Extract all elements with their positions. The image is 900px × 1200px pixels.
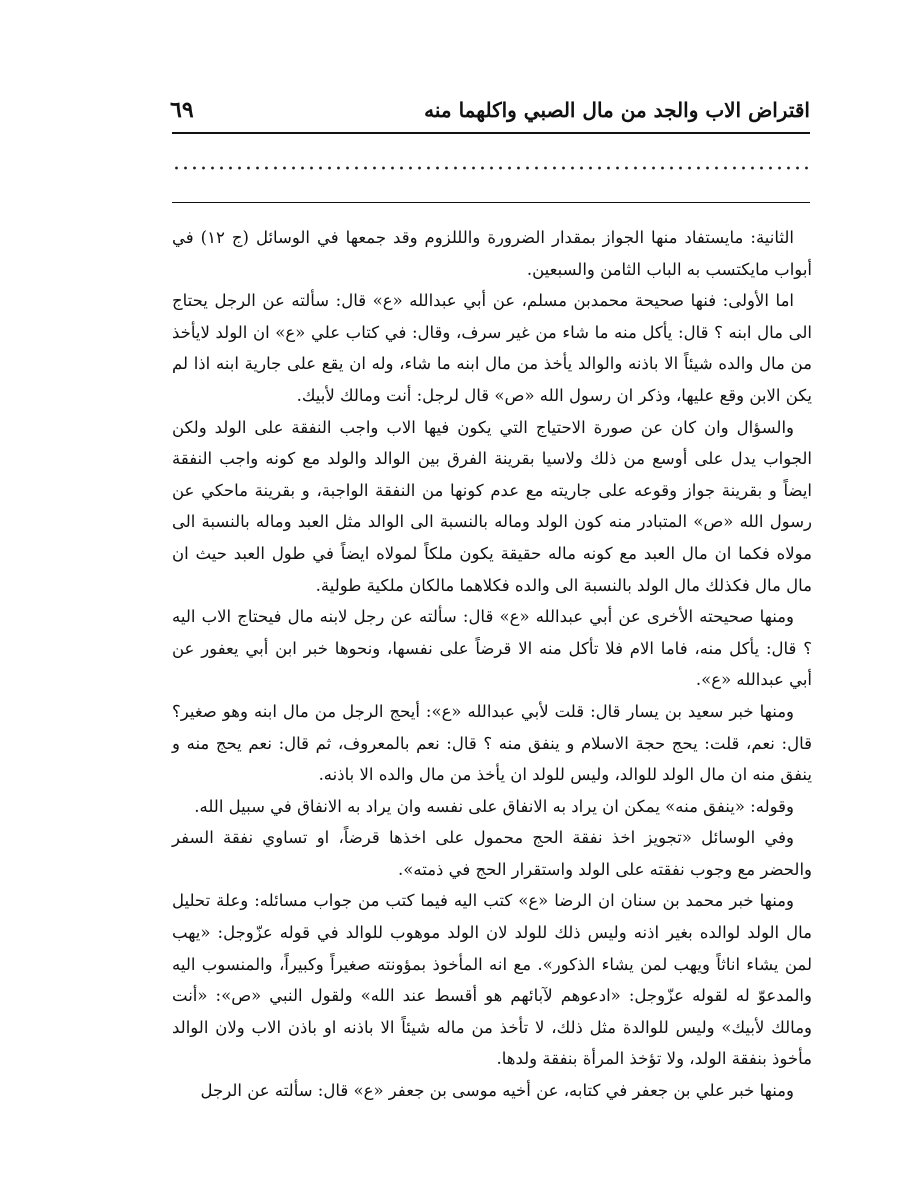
section-rule bbox=[172, 202, 810, 203]
paragraph-9: ومنها خبر علي بن جعفر في كتابه، عن أخيه موسى بن جعفر «ع» قال: سألته عن الرجل bbox=[200, 1081, 794, 1101]
paragraph-4: ومنها صحيحته الأخرى عن أبي عبدالله «ع» قال: سألته عن رجل لابنه مال فيحتاج الاب اليه ؟ قال: يأكل منه، فاما الام فلا تأكل منه الا قرضاً على نفسها، ونحوها خبر ابن أبي يعفور عن أبي عبدالله «ع». bbox=[172, 607, 812, 690]
paragraph-2: اما الأولى: فنها صحيحة محمدبن مسلم، عن أبي عبدالله «ع» قال: سألته عن الرجل يحتاج الى مال ابنه ؟ قال: يأكل منه ما شاء من غير سرف، وقال: في كتاب علي «ع» ان الولد لايأخذ من مال والده شيئاً الا باذنه والوالد يأخذ من مال ابنه ما شاء، وله ان يقع على جارية ابنه اذا لم يكن الابن وقع عليها، وذكر ان رسول الله «ص» قال لرجل: أنت ومالك لأبيك. bbox=[172, 291, 812, 405]
running-title: اقتراض الاب والجد من مال الصبي واكلهما منه bbox=[424, 98, 810, 122]
paragraph-6: وقوله: «ينفق منه» يمكن ان يراد به الانفاق على نفسه وان يراد به الانفاق في سبيل الله. bbox=[194, 796, 794, 816]
paragraph-8: ومنها خبر محمد بن سنان ان الرضا «ع» كتب اليه فيما كتب من جواب مسائله: وعلة تحليل مال الولد لوالده بغير اذنه وليس ذلك للولد لان الولد موهوب للوالد في قوله عزّوجل: «يهب لمن يشاء اناثاً ويهب لمن يشاء الذكور». مع انه المأخوذ بمؤونته صغيراً وكبيراً، والمنسوب اليه والمدعوّ له لقوله عزّوجل: «ادعوهم لآبائهم هو أقسط عند الله» ولقول النبي «ص»: «أنت ومالك لأبيك» وليس للوالدة مثل ذلك، لا تأخذ من ماله شيئاً الا باذنه او باذن الاب ولان الوالد مأخوذ بنفقة الولد، ولا تؤخذ المرأة بنفقة ولدها. bbox=[172, 891, 812, 1069]
body-text bbox=[172, 222, 812, 1107]
page-header bbox=[170, 90, 810, 130]
page-number: ٦٩ bbox=[170, 97, 194, 123]
paragraph-3: والسؤال وان كان عن صورة الاحتياج التي يكون فيها الاب واجب النفقة على الولد ولكن الجواب يدل على أوسع من ذلك ولاسيا بقرينة الفرق بين الوالد والولد مع كونه واجب النفقة ايضاً و بقرينة جواز وقوعه على جاريته مع عدم كونها من النفقة الواجبة، و بقرينة ماحكي عن رسول الله «ص» المتبادر منه كون الولد وماله بالنسبة الى الوالد مثل العبد وماله بالنسبة الى مولاه فكما ان مال العبد مع كونه ماله حقيقة يكون ملكاً لمولاه ايضاً في طول العبد حيث ان مال مال فكذلك مال الولد بالنسبة الى والده فكلاهما مالكان ملكية طولية. bbox=[172, 417, 812, 595]
paragraph-1: الثانية: مايستفاد منها الجواز بمقدار الضرورة والللزوم وقد جمعها في الوسائل (ج ١٢) في أبواب مايكتسب به الباب الثامن والسبعين. bbox=[172, 228, 812, 279]
header-rule bbox=[172, 132, 810, 134]
paragraph-7: وفي الوسائل «تجويز اخذ نفقة الحج محمول على اخذها قرضاً، او تساوي نفقة السفر والحضر مع وجوب نفقته على الولد واستقرار الحج في ذمته». bbox=[172, 828, 812, 879]
dotted-separator bbox=[172, 166, 810, 170]
paragraph-5: ومنها خبر سعيد بن يسار قال: قلت لأبي عبدالله «ع»: أيحج الرجل من مال ابنه وهو صغير؟ قال: نعم، قلت: يحج حجة الاسلام و ينفق منه ؟ قال: نعم بالمعروف، ثم قال: نعم يحج منه و ينفق منه ان مال الولد للوالد، وليس للولد ان يأخذ من مال والده الا باذنه. bbox=[172, 701, 812, 785]
